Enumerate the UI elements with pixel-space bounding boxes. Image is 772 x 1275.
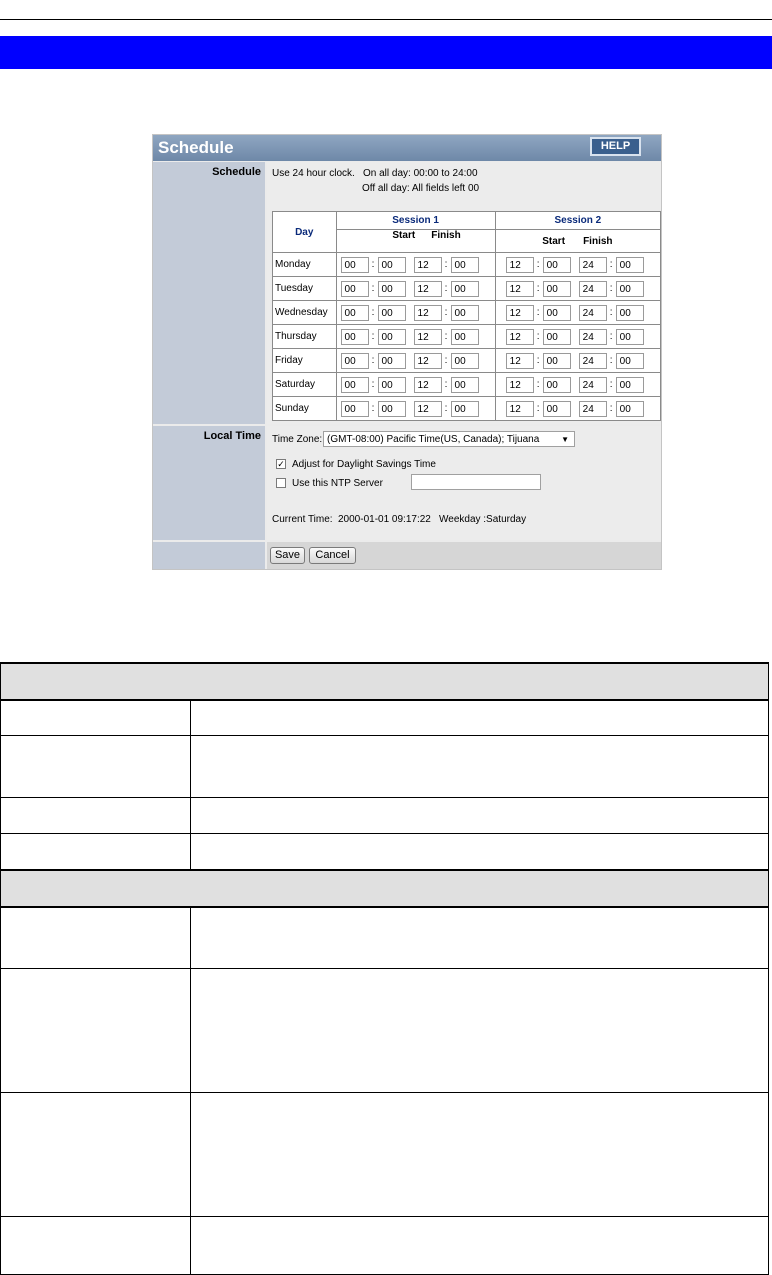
ntp-label: Use this NTP Server [292, 478, 383, 489]
table-heading-row [1, 663, 769, 700]
time-separator: : [371, 259, 375, 270]
day-name: Thursday [273, 325, 337, 349]
local-time-content [267, 426, 661, 540]
s2-finish-m-input[interactable]: 00 [616, 401, 644, 417]
s2-finish-h-input[interactable]: 24 [579, 401, 607, 417]
s2-finish-h-input[interactable]: 24 [579, 281, 607, 297]
time-separator: : [609, 283, 613, 294]
buttons-label-cell [153, 542, 265, 569]
local-time-label-cell [153, 426, 265, 540]
section-heading-bar [0, 36, 772, 69]
time-separator: : [536, 355, 540, 366]
s2-finish-m-input[interactable]: 00 [616, 353, 644, 369]
time-separator: : [371, 331, 375, 342]
s1-start-m-input[interactable]: 00 [378, 377, 406, 393]
s1-finish-m-input[interactable]: 00 [451, 305, 479, 321]
schedule-table [272, 211, 661, 421]
table-row [1, 735, 769, 797]
time-separator: : [371, 307, 375, 318]
schedule-rows [273, 253, 661, 421]
time-separator: : [444, 307, 448, 318]
day-name: Tuesday [273, 277, 337, 301]
table-row [1, 1216, 769, 1274]
s2-start-h-input[interactable]: 12 [506, 305, 534, 321]
time-separator: : [609, 355, 613, 366]
s1-finish-h-input[interactable]: 12 [414, 305, 442, 321]
cancel-button[interactable]: Cancel [309, 547, 356, 564]
schedule-section-label: Schedule [212, 166, 261, 178]
table-row [273, 373, 661, 397]
s1-start-h-input[interactable]: 00 [341, 305, 369, 321]
session1-times [336, 373, 495, 397]
time-separator: : [371, 283, 375, 294]
s2-start-m-input[interactable]: 00 [543, 305, 571, 321]
time-separator: : [444, 331, 448, 342]
description-table [0, 662, 769, 1275]
s1-finish-h-input[interactable]: 12 [414, 281, 442, 297]
session1-times [336, 277, 495, 301]
time-separator: : [444, 259, 448, 270]
s2-start-m-input[interactable]: 00 [543, 377, 571, 393]
table-row [1, 797, 769, 833]
time-zone-select[interactable] [323, 431, 575, 447]
dst-label: Adjust for Daylight Savings Time [292, 459, 436, 470]
time-separator: : [609, 331, 613, 342]
current-time-value: 2000-01-01 09:17:22 [338, 514, 431, 525]
time-separator: : [536, 283, 540, 294]
s2-start-h-input[interactable]: 12 [506, 353, 534, 369]
session2-times [495, 325, 660, 349]
s1-start-h-input[interactable]: 00 [341, 353, 369, 369]
time-separator: : [444, 403, 448, 414]
table-row [273, 325, 661, 349]
session2-header: Session 2 [495, 212, 660, 230]
s2-start-h-input[interactable]: 12 [506, 377, 534, 393]
time-separator: : [371, 355, 375, 366]
s2-finish-h-input[interactable]: 24 [579, 353, 607, 369]
time-separator: : [444, 355, 448, 366]
s2-finish-h-input[interactable]: 24 [579, 257, 607, 273]
s1-start-m-input[interactable]: 00 [378, 257, 406, 273]
session2-finish-label: Finish [583, 235, 613, 247]
save-button[interactable]: Save [270, 547, 305, 564]
session1-times [336, 325, 495, 349]
session2-times [495, 373, 660, 397]
table-heading-row [1, 870, 769, 907]
s1-start-h-input[interactable]: 00 [341, 377, 369, 393]
s2-finish-m-input[interactable]: 00 [616, 377, 644, 393]
help-button[interactable]: HELP [590, 137, 641, 156]
schedule-label-cell [153, 162, 265, 424]
buttons-row [267, 542, 661, 569]
s2-start-m-input[interactable]: 00 [543, 257, 571, 273]
time-separator: : [371, 403, 375, 414]
weekday-text: Weekday :Saturday [439, 514, 527, 525]
s2-start-m-input[interactable]: 00 [543, 353, 571, 369]
s2-finish-m-input[interactable]: 00 [616, 257, 644, 273]
time-separator: : [536, 307, 540, 318]
ntp-server-input[interactable] [411, 474, 541, 490]
session2-times [495, 277, 660, 301]
on-all-day-note: On all day: 00:00 to 24:00 [363, 168, 478, 179]
session2-times [495, 349, 660, 373]
table-row [1, 700, 769, 735]
s1-start-m-input[interactable]: 00 [378, 401, 406, 417]
time-separator: : [444, 379, 448, 390]
session1-subheader [336, 230, 495, 253]
table-row [1, 968, 769, 1092]
time-separator: : [536, 331, 540, 342]
table-row [273, 253, 661, 277]
table-row [273, 277, 661, 301]
session1-times [336, 301, 495, 325]
panel-header [153, 135, 661, 161]
chevron-down-icon: ▼ [561, 435, 569, 444]
time-separator: : [536, 403, 540, 414]
s1-finish-m-input[interactable]: 00 [451, 377, 479, 393]
s1-finish-m-input[interactable]: 00 [451, 281, 479, 297]
s2-start-m-input[interactable]: 00 [543, 401, 571, 417]
s2-start-h-input[interactable]: 12 [506, 329, 534, 345]
day-name: Monday [273, 253, 337, 277]
table-row [273, 349, 661, 373]
checkmark-icon: ✓ [277, 459, 285, 469]
page-header-rule [0, 19, 772, 20]
dst-checkbox[interactable] [276, 459, 286, 469]
s2-finish-h-input[interactable]: 24 [579, 329, 607, 345]
s2-start-m-input[interactable]: 00 [543, 281, 571, 297]
session2-times [495, 253, 660, 277]
session2-start-label: Start [542, 235, 566, 247]
session1-times [336, 349, 495, 373]
s1-finish-m-input[interactable]: 00 [451, 329, 479, 345]
time-separator: : [609, 379, 613, 390]
time-separator: : [371, 379, 375, 390]
schedule-screen [152, 134, 662, 570]
time-separator: : [609, 403, 613, 414]
table-row [1, 833, 769, 870]
time-zone-label: Time Zone: [272, 434, 323, 445]
session1-times [336, 253, 495, 277]
ntp-checkbox[interactable] [276, 478, 286, 488]
day-name: Wednesday [273, 301, 337, 325]
time-separator: : [536, 259, 540, 270]
off-all-day-note: Off all day: All fields left 00 [362, 183, 480, 194]
s1-finish-h-input[interactable]: 12 [414, 353, 442, 369]
s1-start-m-input[interactable]: 00 [378, 353, 406, 369]
s1-start-h-input[interactable]: 00 [341, 329, 369, 345]
s2-finish-m-input[interactable]: 00 [616, 305, 644, 321]
local-time-section-label: Local Time [203, 430, 261, 442]
time-separator: : [536, 379, 540, 390]
day-name: Friday [273, 349, 337, 373]
time-separator: : [609, 307, 613, 318]
s1-start-h-input[interactable]: 00 [341, 401, 369, 417]
s1-finish-m-input[interactable]: 00 [451, 257, 479, 273]
schedule-content [267, 162, 661, 424]
s1-finish-h-input[interactable]: 12 [414, 329, 442, 345]
table-row [1, 907, 769, 968]
clock-note: Use 24 hour clock. [272, 168, 355, 179]
session1-times [336, 397, 495, 421]
s2-finish-h-input[interactable]: 24 [579, 305, 607, 321]
s1-start-m-input[interactable]: 00 [378, 305, 406, 321]
session2-times [495, 397, 660, 421]
s1-finish-m-input[interactable]: 00 [451, 401, 479, 417]
current-time-label: Current Time: [272, 514, 333, 525]
s1-finish-h-input[interactable]: 12 [414, 401, 442, 417]
session2-subheader [495, 230, 660, 253]
s2-finish-h-input[interactable]: 24 [579, 377, 607, 393]
s1-finish-m-input[interactable]: 00 [451, 353, 479, 369]
session1-header: Session 1 [336, 212, 495, 230]
s1-finish-h-input[interactable]: 12 [414, 377, 442, 393]
s1-finish-h-input[interactable]: 12 [414, 257, 442, 273]
day-name: Saturday [273, 373, 337, 397]
s1-start-h-input[interactable]: 00 [341, 281, 369, 297]
s1-start-m-input[interactable]: 00 [378, 281, 406, 297]
s2-start-h-input[interactable]: 12 [506, 401, 534, 417]
s2-finish-m-input[interactable]: 00 [616, 281, 644, 297]
day-header: Day [273, 212, 337, 253]
s2-start-h-input[interactable]: 12 [506, 257, 534, 273]
session1-finish-label: Finish [431, 230, 461, 241]
table-row [273, 397, 661, 421]
s1-start-h-input[interactable]: 00 [341, 257, 369, 273]
s2-start-m-input[interactable]: 00 [543, 329, 571, 345]
time-zone-value: (GMT-08:00) Pacific Time(US, Canada); Tijuana [327, 434, 540, 445]
session1-start-label: Start [392, 230, 416, 241]
s2-finish-m-input[interactable]: 00 [616, 329, 644, 345]
page-title: Schedule [158, 138, 234, 157]
s1-start-m-input[interactable]: 00 [378, 329, 406, 345]
table-row [1, 1092, 769, 1216]
session2-times [495, 301, 660, 325]
time-separator: : [444, 283, 448, 294]
table-row [273, 301, 661, 325]
time-separator: : [609, 259, 613, 270]
s2-start-h-input[interactable]: 12 [506, 281, 534, 297]
day-name: Sunday [273, 397, 337, 421]
